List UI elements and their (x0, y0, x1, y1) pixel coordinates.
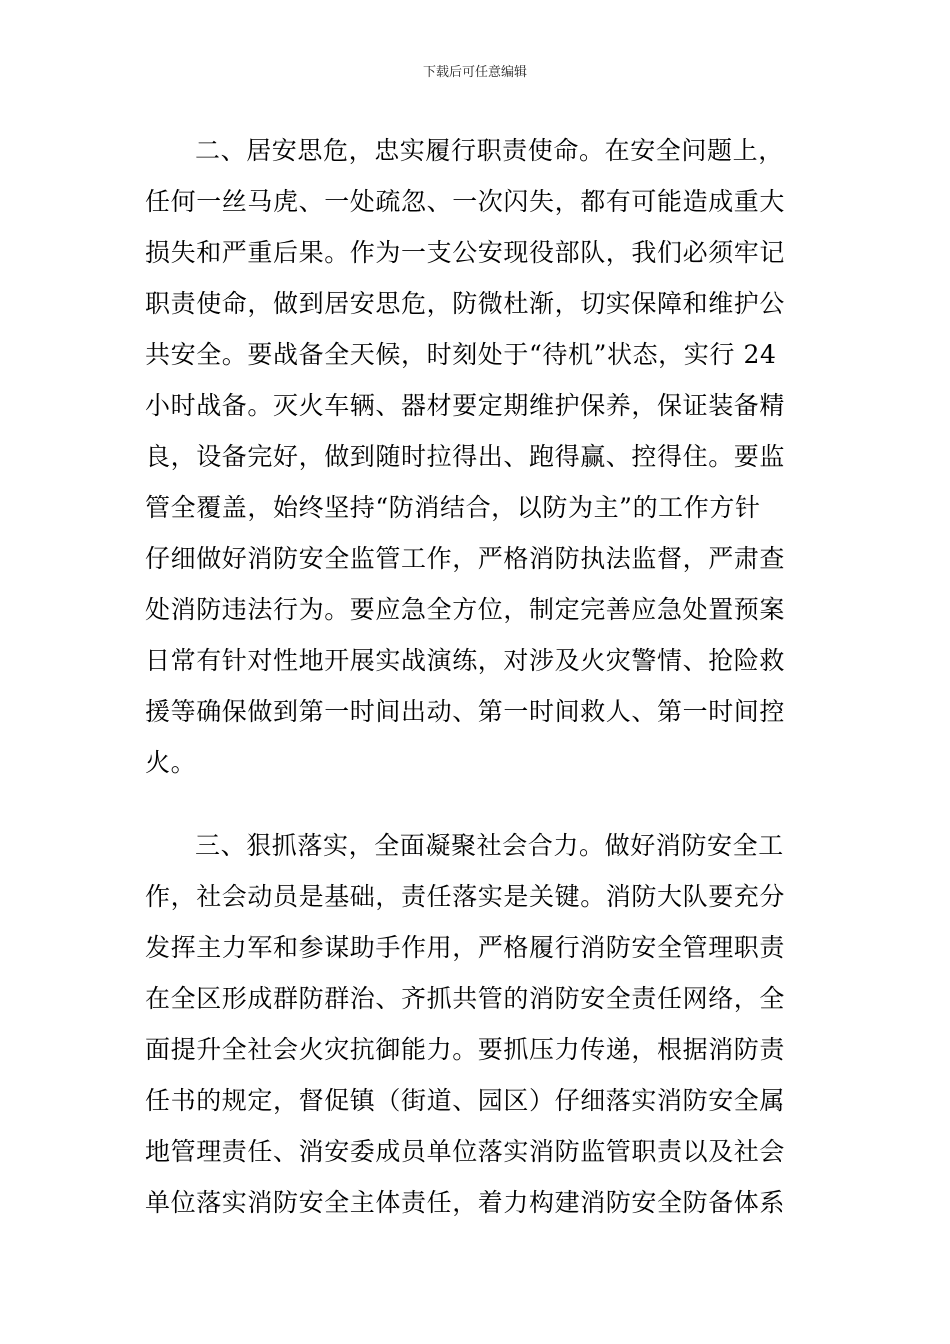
paragraph-line: 管全覆盖，始终坚持“防消结合，以防为主”的工作方针 (145, 493, 761, 522)
paragraph-line: 二、居安思危，忠实履行职责使命。在安全问题上， (195, 136, 784, 165)
paragraph-line: 面提升全社会火灾抗御能力。要抓压力传递，根据消防责 (145, 1035, 786, 1064)
paragraph-line: 单位落实消防安全主体责任，着力构建消防安全防备体系 (145, 1188, 786, 1217)
header-note: 下载后可任意编辑 (422, 65, 527, 80)
paragraph-line: 三、狠抓落实，全面凝聚社会合力。做好消防安全工 (195, 831, 784, 860)
paragraph-line: 仔细做好消防安全监管工作，严格消防执法监督，严肃查 (145, 544, 786, 573)
paragraph-line: 损失和严重后果。作为一支公安现役部队，我们必须牢记 (145, 238, 786, 267)
paragraph-line: 地管理责任、消安委成员单位落实消防监管职责以及社会 (145, 1137, 786, 1166)
paragraph-line: 良，设备完好，做到随时拉得出、跑得赢、控得住。要监 (145, 442, 786, 471)
paragraph-line: 共安全。要战备全天候，时刻处于“待机”状态，实行 24 (145, 340, 777, 369)
paragraph-line: 援等确保做到第一时间出动、第一时间救人、第一时间控 (145, 697, 786, 726)
paragraph-3-section (145, 820, 810, 1228)
paragraph-line: 职责使命，做到居安思危，防微杜渐，切实保障和维护公 (145, 289, 786, 318)
paragraph-line: 火。 (145, 748, 197, 777)
paragraph-line: 作，社会动员是基础，责任落实是关键。消防大队要充分 (145, 882, 786, 911)
paragraph-line: 任何一丝马虎、一处疏忽、一次闪失，都有可能造成重大 (145, 187, 786, 216)
paragraph-line: 小时战备。灭火车辆、器材要定期维护保养，保证装备精 (145, 391, 786, 420)
paragraph-line: 日常有针对性地开展实战演练，对涉及火灾警情、抢险救 (145, 646, 786, 675)
paragraph-2-section (145, 125, 810, 788)
paragraph-line: 发挥主力军和参谋助手作用，严格履行消防安全管理职责 (145, 933, 786, 962)
paragraph-line: 在全区形成群防群治、齐抓共管的消防安全责任网络，全 (145, 984, 786, 1013)
paragraph-line: 任书的规定，督促镇（街道、园区）仔细落实消防安全属 (145, 1086, 786, 1115)
paragraph-line: 处消防违法行为。要应急全方位，制定完善应急处置预案 (145, 595, 786, 624)
